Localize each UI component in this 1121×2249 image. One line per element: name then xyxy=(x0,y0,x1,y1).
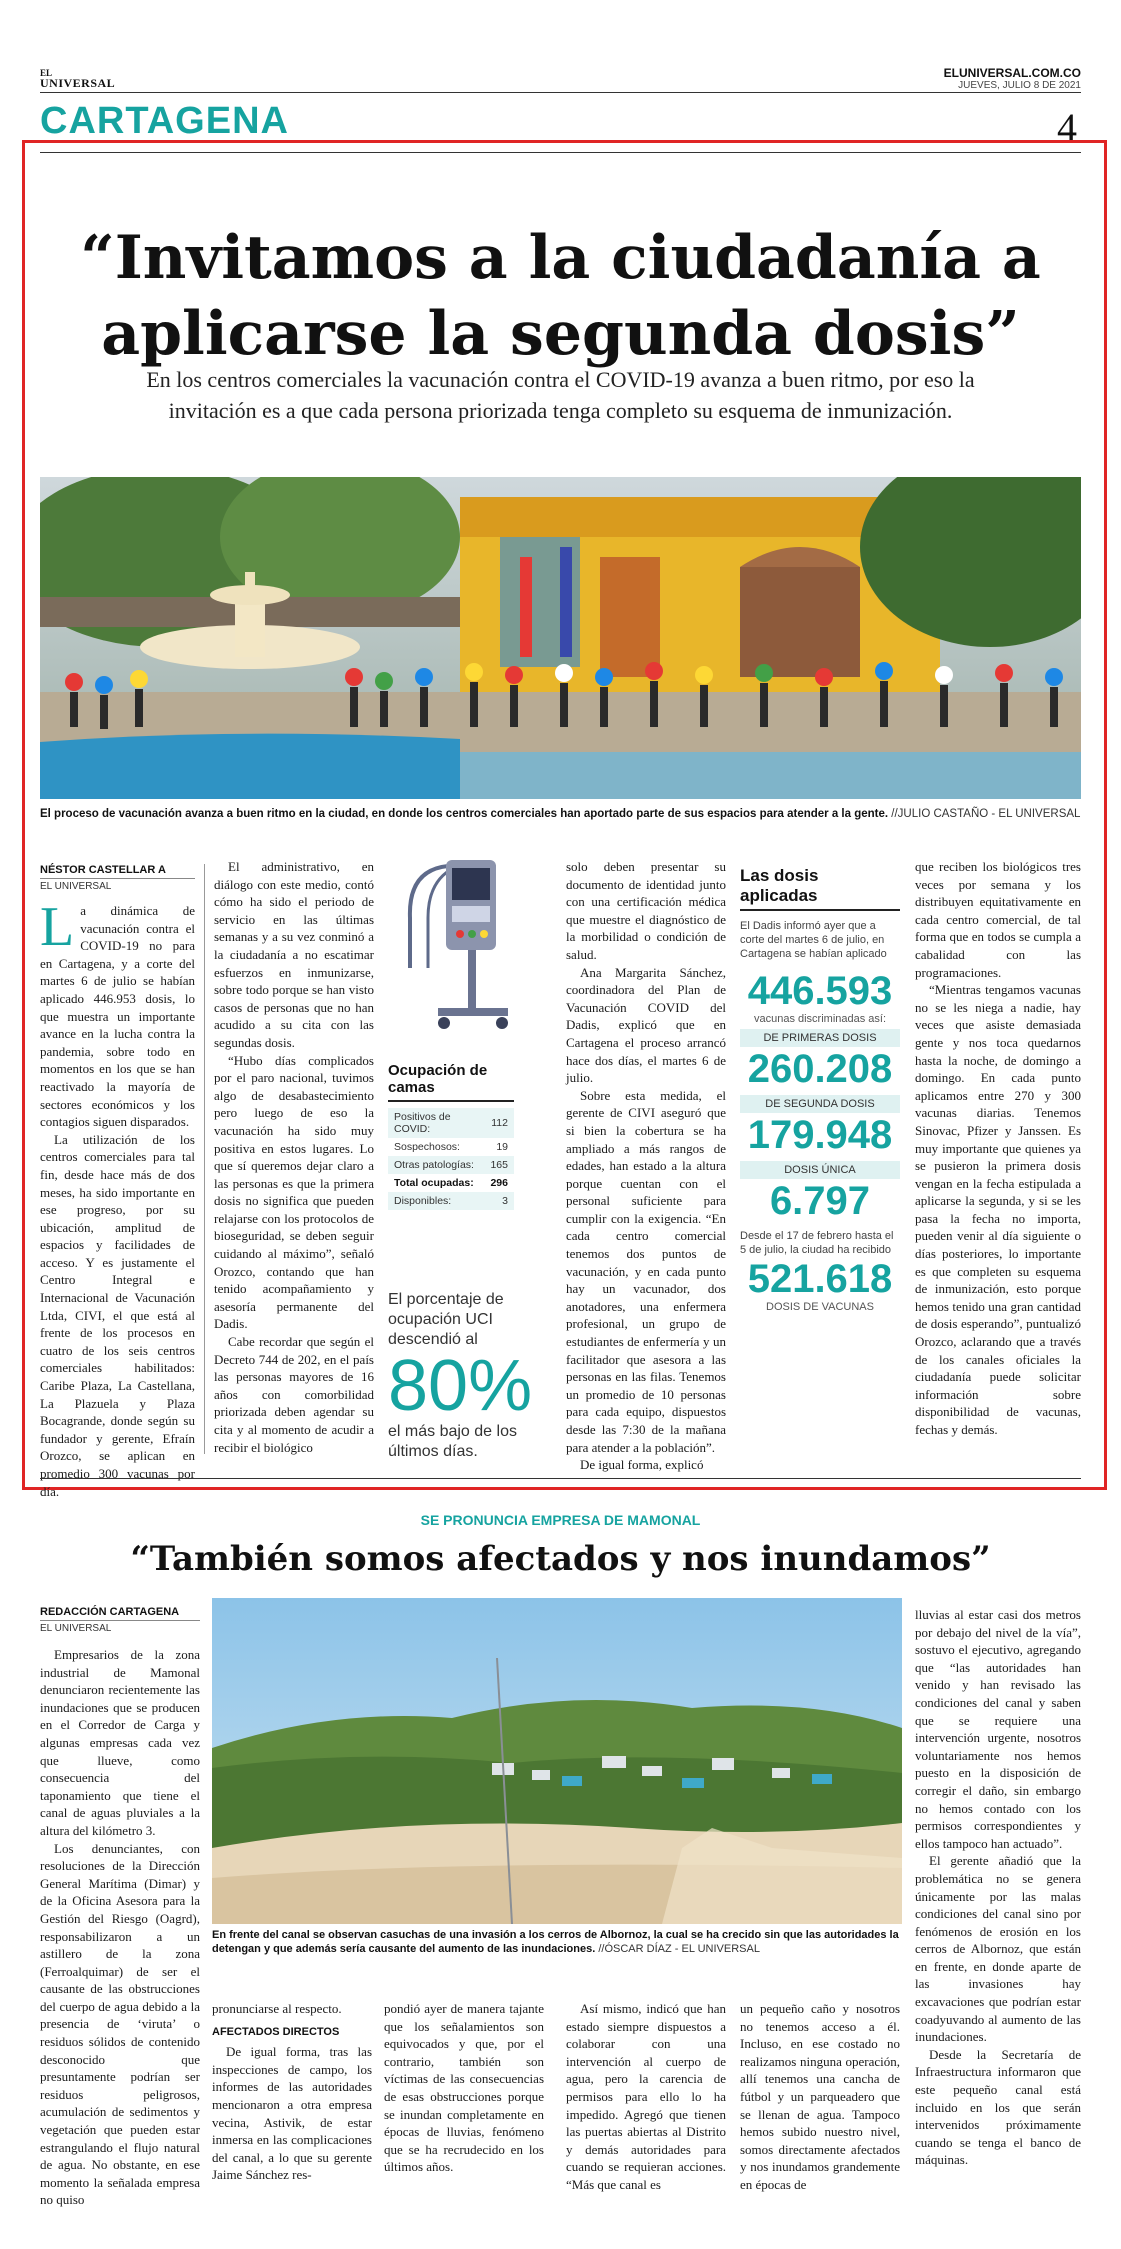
article-2-kicker: SE PRONUNCIA EMPRESA DE MAMONAL xyxy=(420,1512,701,1528)
logo-line-2: UNIVERSAL xyxy=(40,76,116,90)
article-1-deck: En los centros comerciales la vacunación contra el COVID-19 avanza a buen ritmo, por eso la invitación es a que cada persona priorizada tenga completo su esquema de inmunización. xyxy=(146,367,975,423)
row-label: Disponibles: xyxy=(394,1195,452,1207)
column-rule xyxy=(204,864,205,1454)
vaccination-photo xyxy=(40,477,1081,799)
article-2-paragraph: Los denunciantes, con resoluciones de la Dirección General Marítima (Dimar) y de la Oficina Asesora para la Gestión del Riesgo (Oagrd), responsabilizaron a un astillero de la zona (Ferroalquimar) de ser el causante de las obstrucciones del cuerpo de agua debido a la presencia de ‘viruta’ o residuos sólidos de contenido desconocido que presuntamente podrían ser residuos peligrosos, acumulación de sedimentos y vegetación que pueden estar estrangulando el flujo natural de agua. No obstante, en ese momento la señalada empresa no quiso xyxy=(40,1840,200,2208)
article-2-headline: “También somos afectados y nos inundamos” xyxy=(130,1539,991,1579)
bed-occupancy-box xyxy=(388,1062,514,1210)
byline-outlet: EL UNIVERSAL xyxy=(40,1623,112,1634)
article-2-column-6 xyxy=(915,1606,1081,2169)
logo-line-1: EL xyxy=(40,68,53,78)
article-1-paragraph: que reciben los biológicos tres veces por semana y los distribuyen equitativamente en cada centro comercial, de tal forma que en todos se cumpla a cabalidad con las programaciones. xyxy=(915,859,1081,980)
article-2-paragraph: un pequeño caño y nosotros no tenemos acceso a él. Incluso, en ese costado no realizamos ninguna operación, allí tenemos una cancha de fútbol y un parqueadero que se llenan de agua. Tampoco hemos subido nuestro nivel, somos directamente afectados y nos inundamos grandemente en épocas de xyxy=(740,2001,900,2192)
site-info xyxy=(944,66,1081,91)
photo-2-caption-text: En frente del canal se observan casuchas de una invasión a los cerros de Albornoz, la cual se ha crecido sin que las autoridades la detengan y que además sería causante del aumento de las inundaciones. xyxy=(212,1929,899,1955)
uci-percentage-intro: El porcentaje de ocupación UCI descendió al xyxy=(388,1291,504,1348)
second-doses-value: 179.948 xyxy=(747,1113,893,1157)
article-2-paragraph: Empresarios de la zona industrial de Mamonal denunciaron recientemente las inundaciones que se producen en el Corredor de Carga y algunas empresas cada vez que llueve, como consecuencia del taponamiento que tiene el canal de aguas pluviales a la altura del kilómetro 3. xyxy=(40,1647,200,1838)
bed-occupancy-table xyxy=(388,1108,514,1210)
doses-title: Las dosis aplicadas xyxy=(740,866,900,911)
article-1-paragraph: a dinámica de vacunación contra el COVID-19 no para en Cartagena, y a corte del martes 6 de julio se habían aplicado 446.953 dosis, lo que muestra un importante avance en la lucha contra la pandemia, sobre todo en momentos en los que se han reactivado la mayoría de sectores económicos y los contagios siguen disparados. xyxy=(40,903,195,1130)
article-2-column-1 xyxy=(40,1606,200,2209)
row-label: Positivos de COVID: xyxy=(394,1111,451,1135)
article-1-paragraph: El administrativo, en diálogo con este medio, contó cómo ha sido el periodo de servicio en las últimas semanas y a su vez conminó a la ciudadanía a no escatimar esfuerzos en inmunizarse, sobre todo porque se han visto casos de personas que no han acudido a su cita con las segundas dosis. xyxy=(214,859,374,1050)
uci-percentage-box xyxy=(388,1290,548,1462)
table-row xyxy=(388,1108,514,1138)
article-2-paragraph: De igual forma, tras las inspecciones de campo, los informes de las autoridades mencionaron a otra empresa vecina, Astivik, de estar inmersa en las complicaciones del canal, a lo que su gerente Jaime Sánchez res- xyxy=(212,2044,372,2183)
newspaper-logo xyxy=(40,68,115,88)
article-2-column-3 xyxy=(384,2000,544,2176)
article-1-paragraph: Cabe recordar que según el Decreto 744 de 202, en el país las personas mayores de 16 años con comorbilidad priorizada deben agendar su cita y al momento de acudir a recibir el biológico xyxy=(214,1334,374,1455)
first-doses-label: DE PRIMERAS DOSIS xyxy=(740,1029,900,1047)
doses-total: 446.593 xyxy=(747,969,893,1013)
second-doses-label: DE SEGUNDA DOSIS xyxy=(740,1095,900,1113)
mamonal-canal-photo xyxy=(212,1598,902,1924)
received-intro: Desde el 17 de febrero hasta el 5 de julio, la ciudad ha recibido xyxy=(740,1230,894,1256)
row-value: 19 xyxy=(496,1141,508,1153)
article-1-column-4 xyxy=(566,858,726,1474)
photo-1-caption xyxy=(40,808,1081,820)
article-1-paragraph: Sobre esta medida, el gerente de CIVI aseguró que si bien la cobertura se ha ampliado a más rangos de edades, han estado a la altura porque cuentan con el personal suficiente para cumplir con la exigencia. “En cada centro comercial tenemos dos puntos de vacunación, y en cada punto hay un vacunador, dos anotadores, una enfermera profesional, un grupo de estudiantes de enfermería y un facilitador que asesora a las personas en las filas. Tenemos un promedio de 10 personas para cada equipo, dispuestos desde las 7:30 de la mañana para atender a la población”. xyxy=(566,1087,726,1455)
uci-percentage-value: 80% xyxy=(388,1346,533,1426)
single-dose-value: 6.797 xyxy=(769,1179,871,1223)
photo-1-credit: //JULIO CASTAÑO - EL UNIVERSAL xyxy=(891,808,1081,820)
row-label: Total ocupadas: xyxy=(394,1177,474,1189)
article-1-paragraph: La utilización de los centros comerciales para tal fin, desde hace más de dos meses, ha sido importante en ese progreso, por su ubicación, amplitud de espacios y facilidades de acceso. Y es justamente el Centro Integral e Internacional de Vacunación Ltda, CIVI, el que está al frente de los procesos en cuatro de los seis centros comerciales habilitados: Caribe Plaza, La Castellana, La Plazuela y Plaza Bocagrande, donde según su fundador y gerente, Efraín Orozco, se aplican en promedio 300 vacunas por día. xyxy=(40,1131,195,1499)
doses-total-label: vacunas discriminadas así: xyxy=(753,1013,887,1025)
byline-name: NÉSTOR CASTELLAR A xyxy=(40,864,195,879)
article-2-paragraph: Desde la Secretaría de Infraestructura informaron que este pequeño canal está incluido en los que serán intervenidos próximamente cuando se tenga el banco de máquinas. xyxy=(915,2046,1081,2168)
issue-date: JUEVES, JULIO 8 DE 2021 xyxy=(958,80,1081,91)
byline-name: REDACCIÓN CARTAGENA xyxy=(40,1606,200,1621)
table-row xyxy=(388,1174,514,1192)
article-2-paragraph: pronunciarse al respecto. xyxy=(212,2001,342,2016)
article-2-column-4 xyxy=(566,2000,726,2194)
article-1-headline: “Invitamos a la ciudadanía a aplicarse la segunda dosis” xyxy=(80,223,1041,369)
row-label: Sospechosos: xyxy=(394,1141,460,1153)
article-2-column-5 xyxy=(740,2000,900,2194)
article-1-paragraph: De igual forma, explicó xyxy=(580,1457,704,1473)
photo-2-caption xyxy=(212,1928,902,1956)
photo-2-credit: //ÓSCAR DÍAZ - EL UNIVERSAL xyxy=(598,1943,760,1955)
article-1-paragraph: “Mientras tengamos vacunas no se les niega a nadie, hay veces que asiste demasiada gente y nos toca quedarnos hasta la noche, de domingo a domingo. En cada punto aplicamos entre 270 y 300 vacunas diarias. Tenemos Sinovac, Pfizer y Janssen. Es muy importante que quienes ya se pusieron la primera dosis vengan en la fecha estipulada a aplicarse la segunda, y si se les pasa la fecha no importa, pueden venir al día siguiente o días posteriores, lo importante es que completen su esquema de inmunización, esto porque hemos tenido una gran cantidad de dosis esperando”, puntualizó Orozco, aclarando que a través de los canales oficiales la ciudadanía puede solicitar información sobre disponibilidad de vacunas, fechas y demás. xyxy=(915,982,1081,1437)
row-value: 296 xyxy=(490,1177,508,1189)
received-value: 521.618 xyxy=(747,1257,893,1301)
article-separator xyxy=(40,1478,1081,1479)
article-1-column-2 xyxy=(214,858,374,1456)
drop-cap: L xyxy=(40,896,75,958)
table-row xyxy=(388,1192,514,1210)
row-value: 165 xyxy=(490,1159,508,1171)
first-doses-value: 260.208 xyxy=(747,1047,893,1091)
vaccination-photo-illustration xyxy=(40,477,1081,799)
photo-1-caption-text: El proceso de vacunación avanza a buen ritmo en la ciudad, en donde los centros comerciales han aportado parte de sus espacios para atender a la gente. xyxy=(40,808,889,820)
article-1-paragraph: solo deben presentar su documento de identidad junto con una certificación médica que muestre el diagnóstico de la morbilidad o condición de salud. xyxy=(566,859,726,962)
article-1-paragraph: “Hubo días complicados por el paro nacional, tuvimos algo de desabastecimiento pero luego de eso la vacunación ha sido muy positiva en estos lugares. Lo que sí queremos dejar claro a las personas es que la primera dosis no significa que pueden relajarse con los protocolos de bioseguridad, se deben seguir cuidando al máximo”, señaló Orozco, contando que han tenido acompañamiento y asesoría permanente del Dadis. xyxy=(214,1052,374,1332)
uci-percentage-outro: el más bajo de los últimos días. xyxy=(388,1423,517,1460)
ventilator-icon xyxy=(388,858,514,1058)
mamonal-canal-photo-illustration xyxy=(212,1598,902,1924)
single-dose-label: DOSIS ÚNICA xyxy=(740,1161,900,1179)
row-value: 3 xyxy=(502,1195,508,1207)
table-row xyxy=(388,1156,514,1174)
article-1-column-1 xyxy=(40,864,195,1500)
site-url[interactable]: ELUNIVERSAL.COM.CO xyxy=(943,66,1081,80)
received-label: DOSIS DE VACUNAS xyxy=(766,1301,874,1313)
article-2-paragraph: Así mismo, indicó que han estado siempre dispuestos a colaborar con una intervención al cuerpo de agua, pero la carencia de permisos para ello lo ha impedido. Agregó que tienen las puertas abiertas al Distrito y demás autoridades para cuando se requieran acciones. “Más que canal es xyxy=(566,2001,726,2192)
article-1-column-6 xyxy=(915,858,1081,1439)
page-number: 4 xyxy=(1057,105,1077,150)
row-value: 112 xyxy=(491,1117,508,1129)
article-2-subheading: AFECTADOS DIRECTOS xyxy=(212,2025,340,2038)
row-label: Otras patologías: xyxy=(394,1159,474,1171)
article-2-column-2 xyxy=(212,2000,372,2184)
section-title: CARTAGENA xyxy=(40,100,289,142)
byline-outlet: EL UNIVERSAL xyxy=(40,881,112,892)
bed-occupancy-title: Ocupación de camas xyxy=(388,1062,514,1102)
table-row xyxy=(388,1138,514,1156)
doses-infobox xyxy=(740,866,900,1313)
top-rule xyxy=(40,92,1081,93)
article-1-paragraph: Ana Margarita Sánchez, coordinadora del Plan de Vacunación COVID del Dadis, explicó que en Cartagena el proceso arrancó hace dos días, el martes 6 de julio. xyxy=(566,964,726,1086)
doses-intro: El Dadis informó ayer que a corte del martes 6 de julio, en Cartagena se habían aplicado xyxy=(740,920,887,960)
article-2-paragraph: lluvias al estar casi dos metros por debajo del nivel de la vía”, sostuvo el ejecutivo, agregando que “las autoridades han venido y han revisado las condiciones del canal y saben que se requiere una intervención urgente, nosotros voluntariamente nos hemos puesto en la disposición de corregir el daño, sin embargo no hemos contado con los permisos correspondientes y ellos tampoco han actuado”. xyxy=(915,1607,1081,1851)
article-2-paragraph: pondió ayer de manera tajante que los señalamientos son equivocados y que, por el contrario, también son víctimas de las consecuencias de esas obstrucciones porque se inundan completamente en épocas de lluvias, fenómeno que se ha recrudecido en los últimos años. xyxy=(384,2001,544,2175)
article-2-paragraph: El gerente añadió que la problemática no se genera únicamente por las malas condiciones del canal sino por fenómenos de erosión en los cerros de Albornoz, que están en frente, en donde aparte de las invasiones hay excavaciones que podrían estar coadyuvando al aumento de las inundaciones. xyxy=(915,1853,1081,2045)
